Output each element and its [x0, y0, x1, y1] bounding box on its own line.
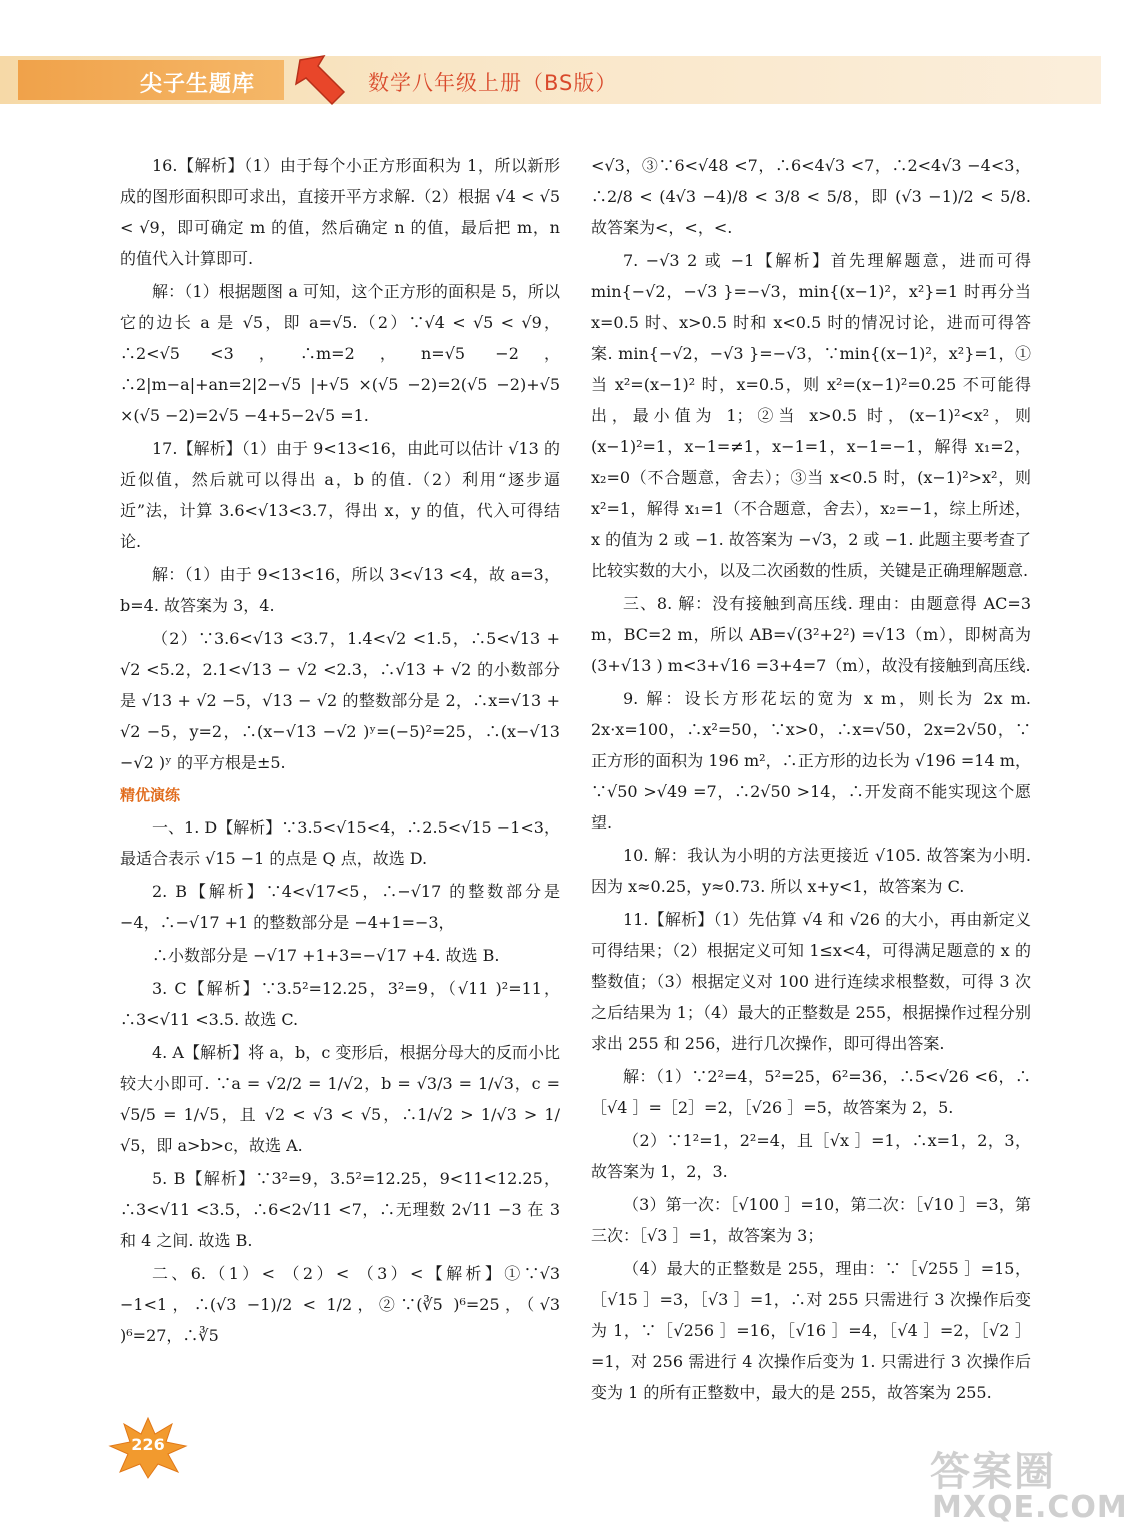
section-heading: 精优演练 — [120, 786, 181, 804]
exercise-2-cont: ∴小数部分是 −√17 +1+3=−√17 +4. 故选 B. — [152, 946, 500, 965]
watermark-url: MXQE.COM — [932, 1490, 1128, 1525]
brand-label: 尖子生题库 — [140, 72, 256, 97]
solution-16-analysis: 16.【解析】（1）由于每个小正方形面积为 1，所以新形成的图形面积即可求出，直接开平方求解.（2）根据 √4 < √5 < √9，即可确定 m 的值，然后确定 n 的值，最后把 m，n 的值代入计算即可. — [120, 156, 560, 268]
exercise-10: 10. 解：我认为小明的方法更接近 √105. 故答案为小明. 因为 x≈0.25，y≈0.73. 所以 x+y<1，故答案为 C. — [591, 846, 1031, 896]
arrow-icon — [292, 52, 348, 108]
exercise-5: 5. B【解析】∵3²=9，3.5²=12.25，9<11<12.25，∴3<√11 <3.5，∴6<2√11 <7，∴无理数 2√11 −3 在 3 和 4 之间. 故选 B. — [120, 1169, 560, 1250]
solution-16-answer: 解：（1）根据题图 a 可知，这个正方形的面积是 5，所以它的边长 a 是 √5，即 a=√5.（2）∵√4 < √5 < √9，∴2<√5 <3，∴m=2，n=√5 −2，∴2|m−a|+an=2|2−√5 |+√5 ×(√5 −2)=2(√5 −2)+√5 ×(√5 −2)=2√5 −4+5−2√5 =1. — [120, 282, 560, 425]
exercise-9: 9. 解：设长方形花坛的宽为 x m，则长为 2x m. 2x·x=100，∴x²=50，∵x>0，∴x=√50，2x=2√50，∵正方形的面积为 196 m²，∴正方形的边长为 √196 =14 m，∵√50 >√49 =7，∴2√50 >14，∴开发商不能实现这个愿望. — [591, 689, 1031, 832]
exercise-11-answer-1: 解：（1）∵2²=4，5²=25，6²=36，∴5<√26 <6，∴［√4 ］=［2］=2，［√26 ］=5，故答案为 2，5. — [591, 1067, 1031, 1117]
left-column — [120, 150, 560, 1353]
exercise-8: 三、8. 解：没有接触到高压线. 理由：由题意得 AC=3 m，BC=2 m，所以 AB=√(3²+2²) =√13（m），即树高为 (3+√13 ) m<3+√16 =3+4=7（m），故没有接触到高压线. — [591, 594, 1031, 675]
watermark-logo: 答案圈 — [930, 1449, 1056, 1495]
book-title: 数学八年级上册（BS版） — [368, 71, 618, 95]
exercise-11-answer-4: （4）最大的正整数是 255，理由：∵［√255 ］=15，［√15 ］=3，［√3 ］=1，∴对 255 只需进行 3 次操作后变为 1，∵［√256 ］=16，［√16 ］=4，［√4 ］=2，［√2 ］=1，对 256 需进行 4 次操作后变为 1. 只需进行 3 次操作后变为 1 的所有正整数中，最大的是 255，故答案为 255. — [591, 1259, 1031, 1402]
exercise-6: 二、6.（1）< （2）< （3）<【解析】①∵√3 −1<1，∴(√3 −1)/2 < 1/2，②∵(∛5 )⁶=25，（√3 )⁶=27，∴∛5 — [120, 1264, 560, 1345]
solution-17-analysis: 17.【解析】（1）由于 9<13<16，由此可以估计 √13 的近似值，然后就可以得出 a，b 的值.（2）利用“逐步逼近”法，计算 3.6<√13<3.7，得出 x，y 的值，代入可得结论. — [120, 439, 560, 551]
exercise-11-answer-3: （3）第一次：［√100 ］=10，第二次：［√10 ］=3，第三次：［√3 ］=1，故答案为 3； — [591, 1195, 1031, 1245]
page-number: 226 — [131, 1435, 165, 1454]
exercise-6-cont: <√3，③∵6<√48 <7，∴6<4√3 <7，∴2<4√3 −4<3，∴2/8 < (4√3 −4)/8 < 3/8 < 5/8，即 (√3 −1)/2 < 5/8. 故答案为<，<，<. — [591, 156, 1031, 237]
right-column — [591, 150, 1031, 1410]
solution-17-answer-1: 解：（1）由于 9<13<16，所以 3<√13 <4，故 a=3，b=4. 故答案为 3，4. — [120, 565, 560, 615]
exercise-11-answer-2: （2）∵1²=1，2²=4，且［√x ］=1，∴x=1，2，3，故答案为 1，2，3. — [591, 1131, 1031, 1181]
exercise-11-analysis: 11.【解析】（1）先估算 √4 和 √26 的大小，再由新定义可得结果；（2）根据定义可知 1≤x<4，可得满足题意的 x 的整数值；（3）根据定义对 100 进行连续求根整数，可得 3 次之后结果为 1；（4）最大的正整数是 255，根据操作过程分别求出 255 和 256，进行几次操作，即可得出答案. — [591, 910, 1031, 1053]
exercise-4: 4. A【解析】将 a，b，c 变形后，根据分母大的反而小比较大小即可. ∵a = √2/2 = 1/√2，b = √3/3 = 1/√3，c = √5/5 = 1/√5，且 √2 < √3 < √5，∴1/√2 > 1/√3 > 1/√5，即 a>b>c，故选 A. — [120, 1043, 560, 1155]
exercise-7: 7. −√3 2 或 −1【解析】首先理解题意，进而可得 min{−√2，−√3 }=−√3，min{(x−1)²，x²}=1 时再分当 x=0.5 时、x>0.5 时和 x<0.5 时的情况讨论，进而可得答案. min{−√2，−√3 }=−√3，∵min{(x−1)²，x²}=1，①当 x²=(x−1)² 时，x=0.5，则 x²=(x−1)²=0.25 不可能得出，最小值为 1；②当 x>0.5 时，(x−1)²<x²，则 (x−1)²=1，x−1=≠1，x−1=1，x−1=−1，解得 x₁=2，x₂=0（不合题意，舍去）；③当 x<0.5 时，(x−1)²>x²，则 x²=1，解得 x₁=1（不合题意，舍去），x₂=−1，综上所述，x 的值为 2 或 −1. 故答案为 −√3，2 或 −1. 此题主要考查了比较实数的大小，以及二次函数的性质，关键是正确理解题意. — [591, 251, 1031, 580]
exercise-1: 一、1. D【解析】∵3.5<√15<4，∴2.5<√15 −1<3，最适合表示 √15 −1 的点是 Q 点，故选 D. — [120, 818, 560, 868]
exercise-2: 2. B【解析】∵4<√17<5，∴−√17 的整数部分是 −4，∴−√17 +1 的整数部分是 −4+1=−3， — [120, 882, 560, 932]
solution-17-answer-2: （2）∵3.6<√13 <3.7，1.4<√2 <1.5，∴5<√13 + √2 <5.2，2.1<√13 − √2 <2.3，∴√13 + √2 的小数部分是 √13 + √2 −5，√13 − √2 的整数部分是 2，∴x=√13 + √2 −5，y=2，∴(x−√13 −√2 )ʸ=(−5)²=25，∴(x−√13 −√2 )ʸ 的平方根是±5. — [120, 629, 560, 772]
exercise-3: 3. C【解析】∵3.5²=12.25，3²=9，（√11 )²=11，∴3<√11 <3.5. 故选 C. — [120, 979, 560, 1029]
